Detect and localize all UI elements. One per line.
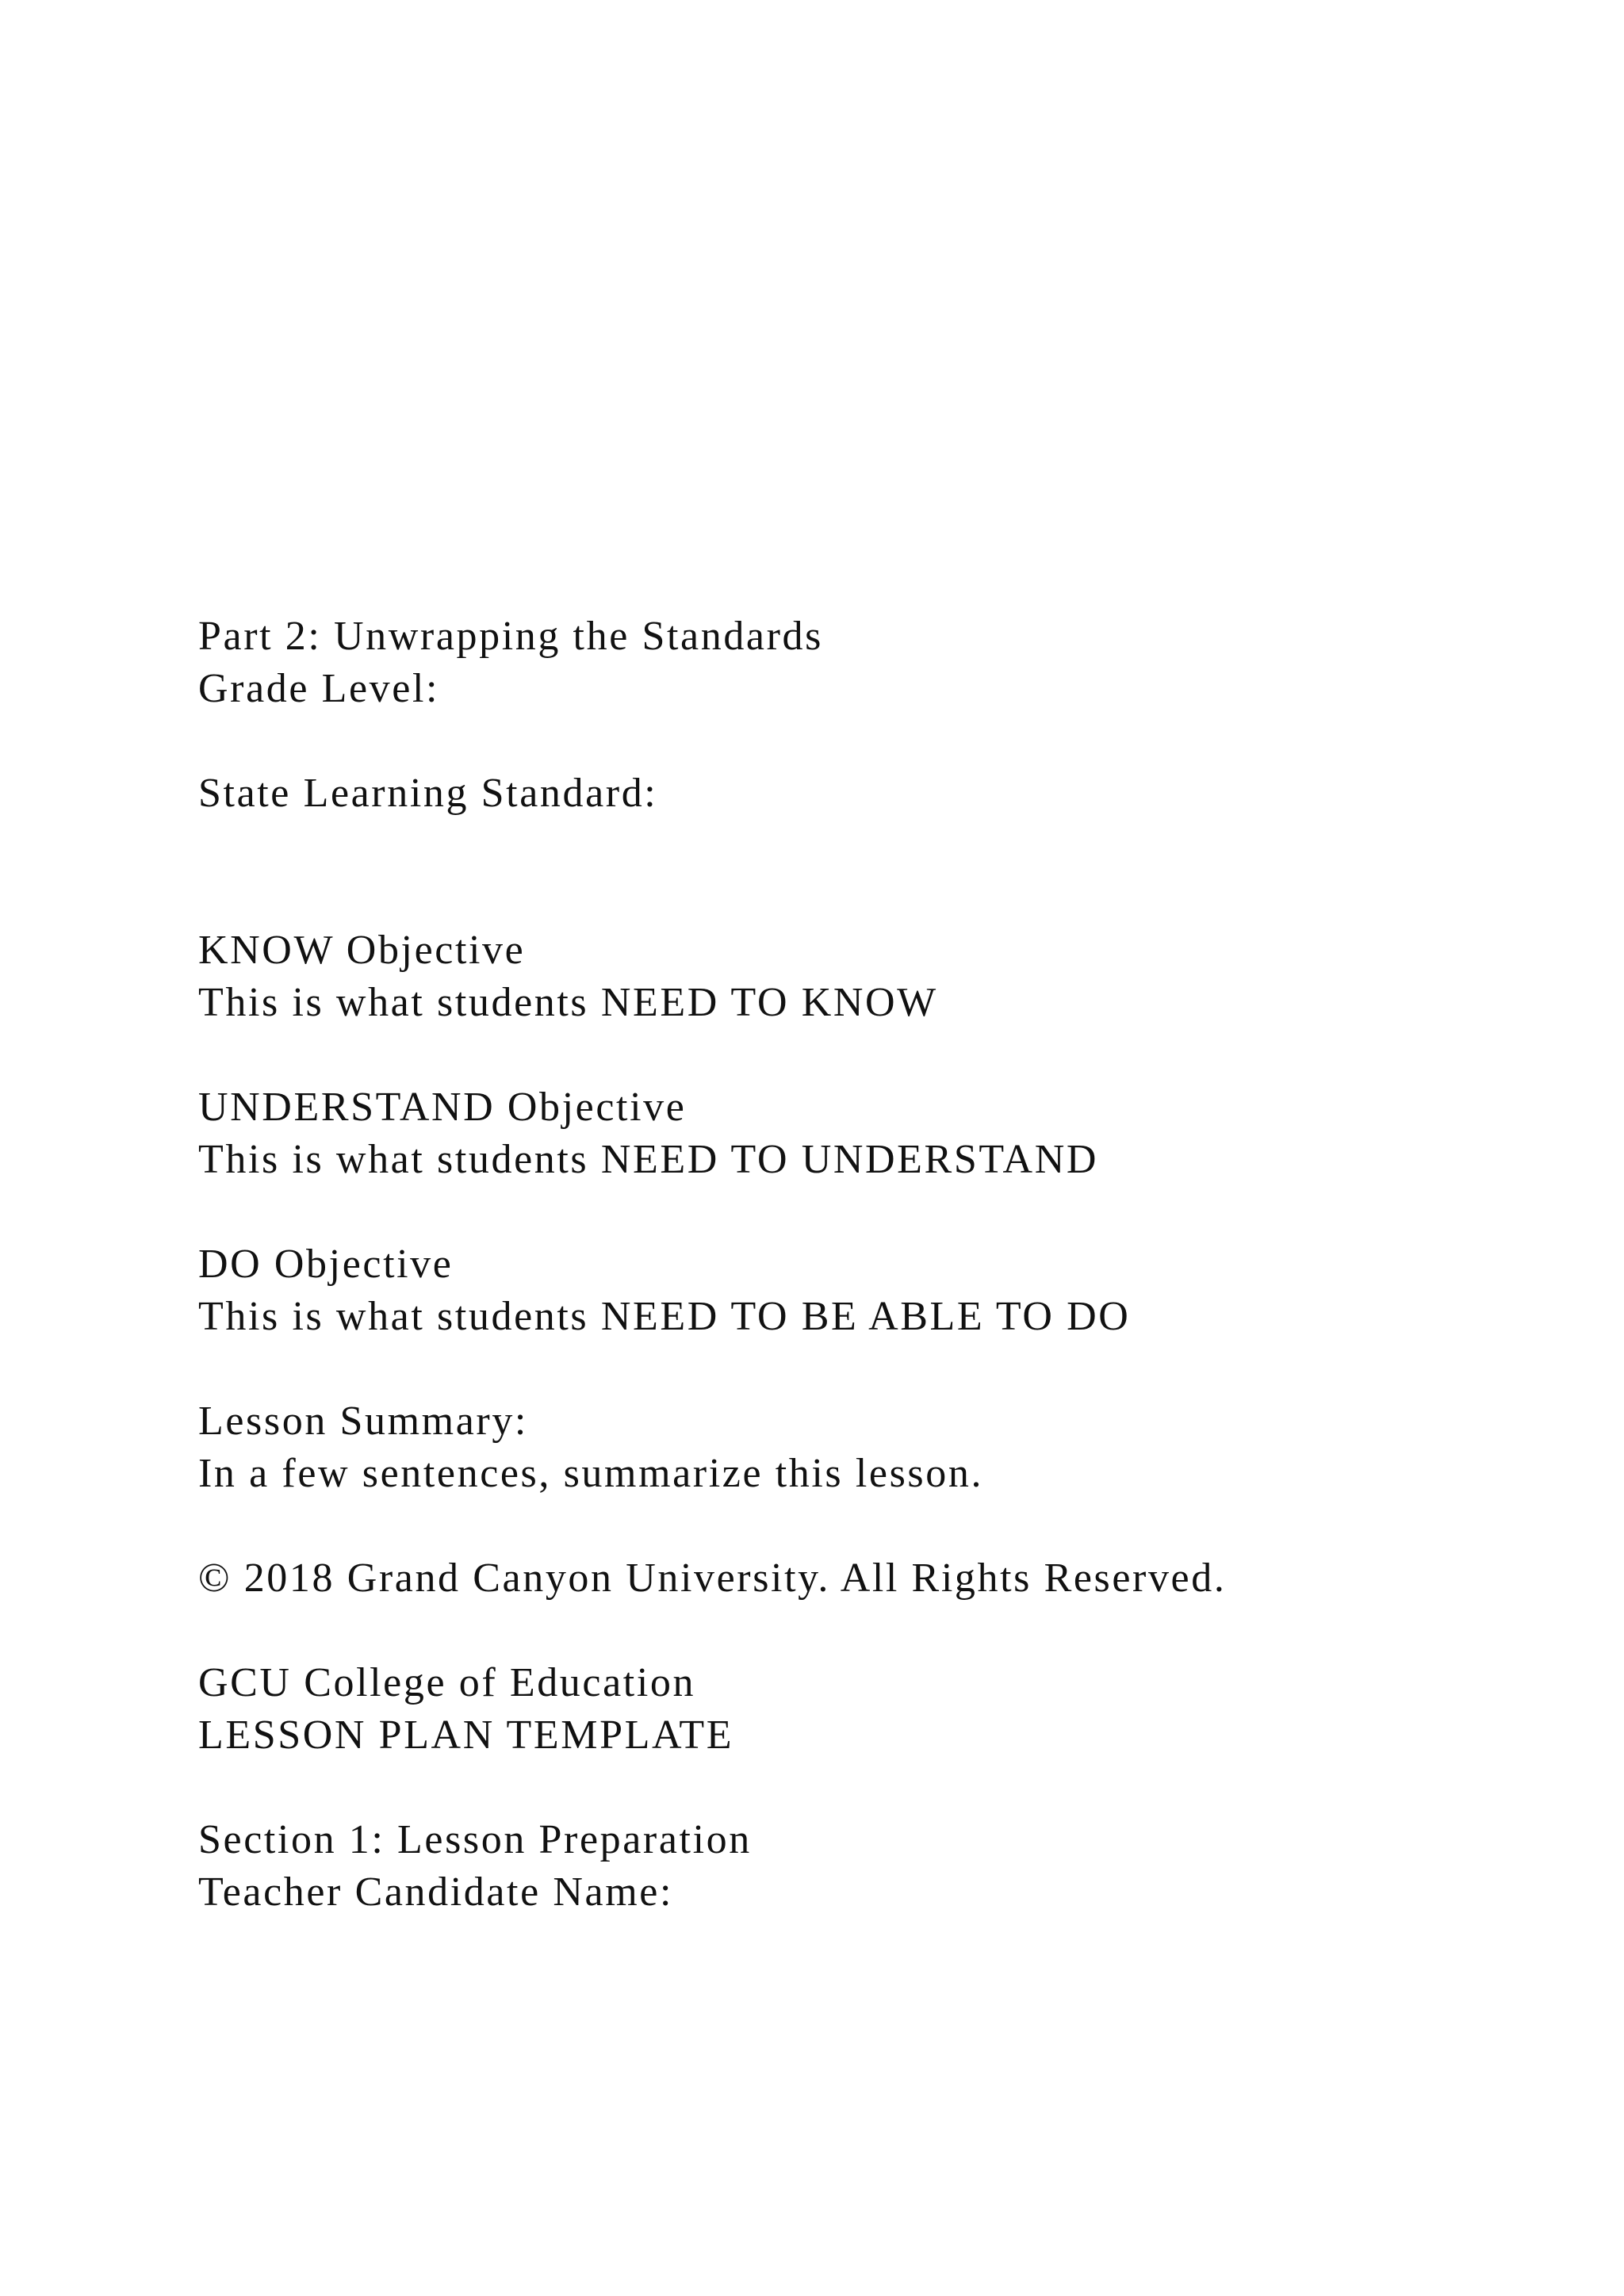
do-objective-heading: DO Objective [198,1242,454,1287]
spacer [198,1605,1546,1657]
part2-title: Part 2: Unwrapping the Standards [198,614,823,659]
spacer [198,715,1546,767]
know-objective-heading: KNOW Objective [198,928,526,973]
teacher-name-label: Teacher Candidate Name: [198,1869,673,1915]
lesson-summary-heading: Lesson Summary: [198,1399,528,1444]
spacer [198,1500,1546,1552]
spacer [198,1029,1546,1081]
do-objective-description: This is what students NEED TO BE ABLE TO DO [198,1294,1131,1339]
spacer [198,1186,1546,1238]
know-objective-description: This is what students NEED TO KNOW [198,980,938,1025]
spacer [198,820,1546,924]
state-standard-label: State Learning Standard: [198,771,658,816]
understand-objective-heading: UNDERSTAND Objective [198,1085,687,1130]
spacer [198,1762,1546,1814]
understand-objective-description: This is what students NEED TO UNDERSTAND [198,1137,1099,1182]
section1-title: Section 1: Lesson Preparation [198,1817,752,1862]
copyright-notice: © 2018 Grand Canyon University. All Rights Reserved. [198,1556,1227,1601]
lesson-summary-description: In a few sentences, summarize this lesson. [198,1451,984,1496]
college-name: GCU College of Education [198,1660,696,1705]
grade-level-label: Grade Level: [198,666,440,711]
template-title: LESSON PLAN TEMPLATE [198,1712,734,1758]
spacer [198,1343,1546,1395]
document-body [198,610,1546,1919]
